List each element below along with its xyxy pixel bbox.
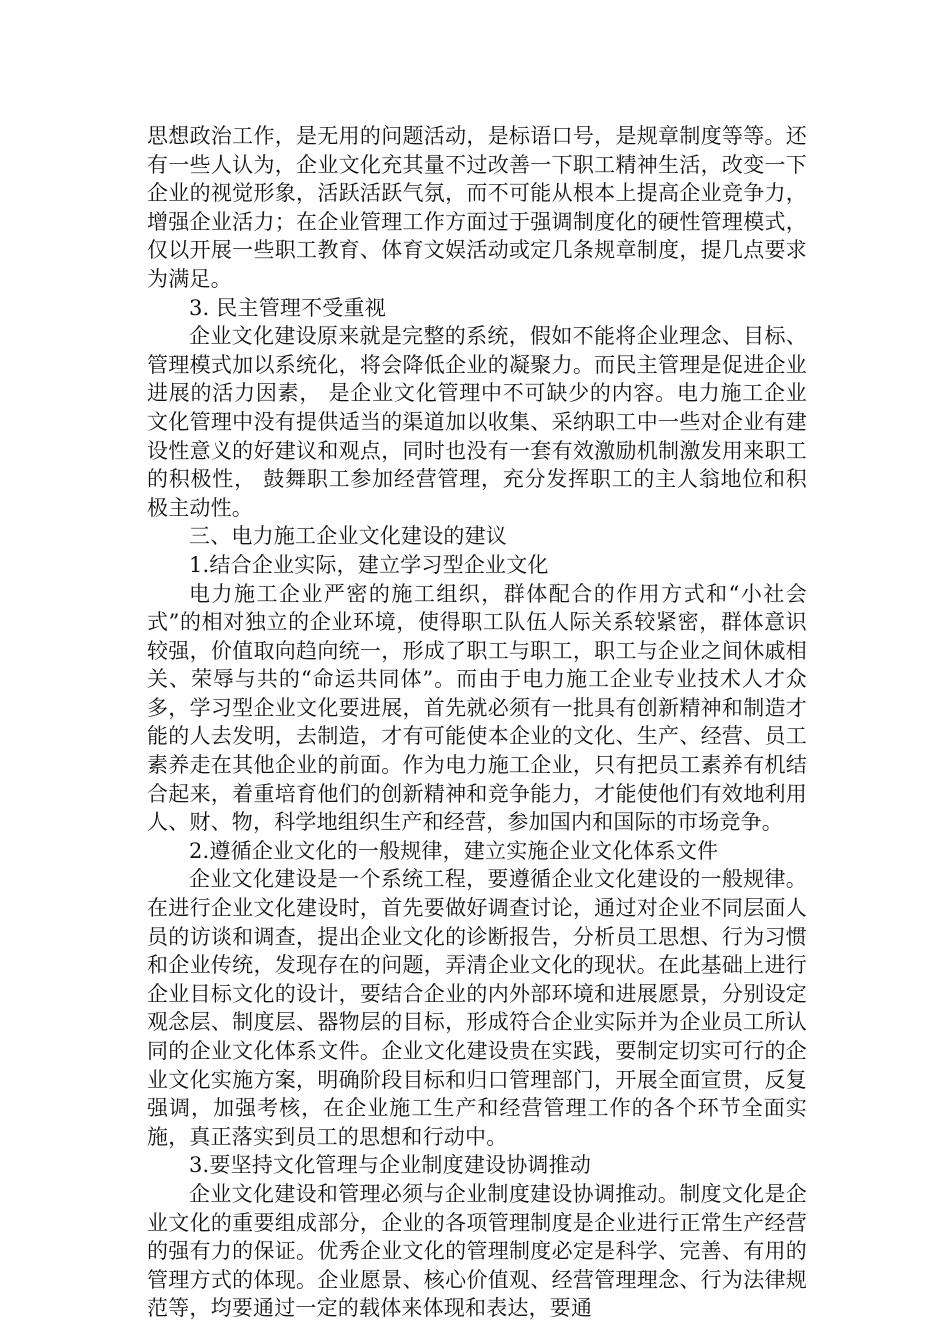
subsection-heading-coordination: 3.要坚持文化管理与企业制度建设协调推动 bbox=[189, 1153, 592, 1178]
section-heading-suggestions: 三、电力施工企业文化建设的建议 bbox=[189, 524, 507, 549]
subsection-heading-learning-culture: 1.结合企业实际，建立学习型企业文化 bbox=[189, 552, 549, 577]
paragraph-democratic-management: 企业文化建设原来就是完整的系统，假如不能将企业理念、目标、管理模式加以系统化，将会降低企业的凝聚力。而民主管理是促进企业进展的活力因素， 是企业文化管理中不可缺少的内容。电力施工企业文化管理中没有提供适当的渠道加以收集、采纳职工中一些对企业有建设性意义的好建议和观点，同时也没有一套有效激励机制激发用来职工的积极性， 鼓舞职工参加经营管理，充分发挥职工的主人翁地位和积极主动性。 bbox=[147, 324, 807, 520]
document-body bbox=[147, 122, 807, 1323]
paragraph-culture-system: 企业文化建设是一个系统工程，要遵循企业文化建设的一般规律。在进行企业文化建设时，首先要做好调查讨论，通过对企业不同层面人员的访谈和调查，提出企业文化的诊断报告，分析员工思想、行为习惯和企业传统，发现存在的问题，弄清企业文化的现状。在此基础上进行企业目标文化的设计，要结合企业的内外部环境和进展愿景，分别设定观念层、制度层、器物层的目标，形成符合企业实际并为企业员工所认同的企业文化体系文件。企业文化建设贵在实践，要制定切实可行的企业文化实施方案，明确阶段目标和归口管理部门，开展全面宣贯，反复强调，加强考核，在企业施工生产和经营管理工作的各个环节全面实施，真正落实到员工的思想和行动中。 bbox=[147, 867, 807, 1149]
subsection-heading-culture-system: 2.遵循企业文化的一般规律，建立实施企业文化体系文件 bbox=[189, 838, 719, 863]
section-heading-democratic-management: 3. 民主管理不受重视 bbox=[189, 295, 386, 320]
paragraph-coordination: 企业文化建设和管理必须与企业制度建设协调推动。制度文化是企业文化的重要组成部分，企业的各项管理制度是企业进行正常生产经营的强有力的保证。优秀企业文化的管理制度必定是科学、完善、有用的管理方式的体现。企业愿景、核心价值观、经营管理理念、行为法律规范等，均要通过一定的载体来体现和表达，要通 bbox=[147, 1181, 807, 1321]
paragraph-learning-culture: 电力施工企业严密的施工组织，群体配合的作用方式和“小社会式”的相对独立的企业环境，使得职工队伍人际关系较紧密，群体意识较强，价值取向趋向统一，形成了职工与职工，职工与企业之间休戚相关、荣辱与共的“命运共同体”。而由于电力施工企业专业技术人才众多，学习型企业文化要进展，首先就必须有一批具有创新精神和制造才能的人去发明，去制造，才有可能使本企业的文化、生产、经营、员工素养走在其他企业的前面。作为电力施工企业，只有把员工素养有机结合起来，着重培育他们的创新精神和竞争能力，才能使他们有效地利用人、财、物，科学地组织生产和经营，参加国内和国际的市场竞争。 bbox=[147, 581, 807, 835]
paragraph-continued: 思想政治工作，是无用的问题活动，是标语口号，是规章制度等等。还有一些人认为，企业文化充其量不过改善一下职工精神生活，改变一下企业的视觉形象，活跃活跃气氛，而不可能从根本上提高企业竞争力，增强企业活力；在企业管理工作方面过于强调制度化的硬性管理模式，仅以开展一些职工教育、体育文娱活动或定几条规章制度，提几点要求为满足。 bbox=[147, 124, 807, 291]
